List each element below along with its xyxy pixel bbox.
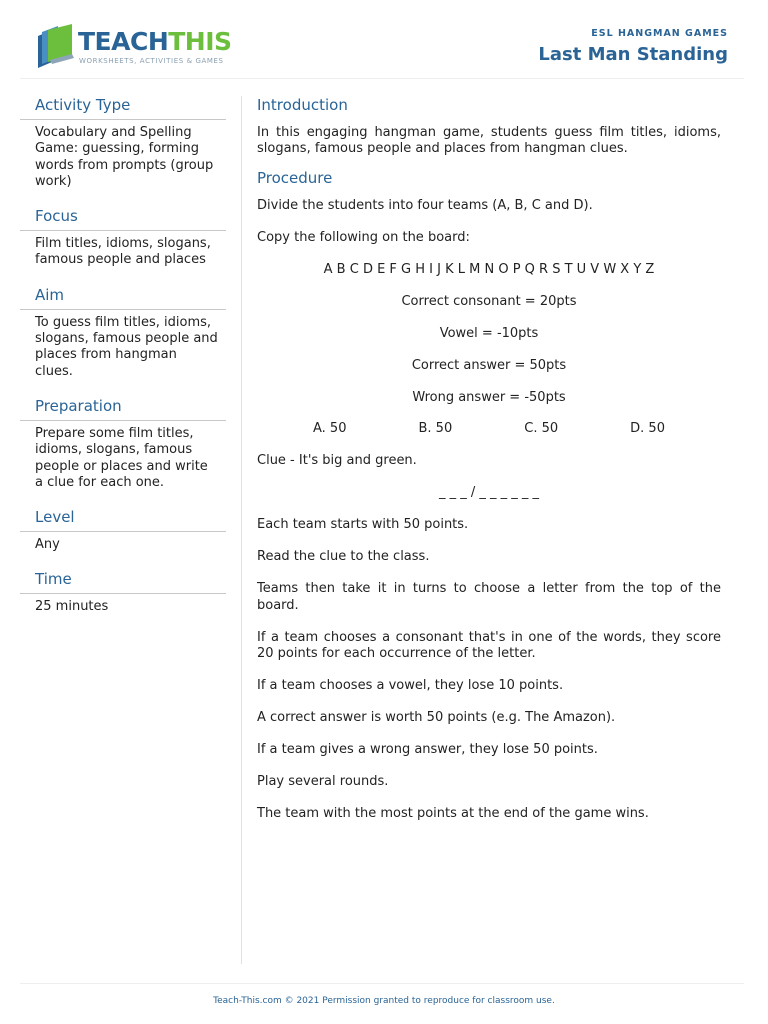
logo-teach-text: TEACH	[78, 27, 169, 56]
procedure-step: Divide the students into four teams (A, B, C and D).	[257, 197, 593, 213]
level-text: Any	[35, 537, 60, 553]
procedure-step: A correct answer is worth 50 points (e.g. The Amazon).	[257, 709, 616, 725]
focus-heading: Focus	[20, 207, 226, 231]
activity-type-section	[20, 96, 226, 190]
introduction-heading: Introduction	[257, 96, 348, 114]
procedure-step: Play several rounds.	[257, 773, 389, 789]
aim-text: To guess film titles, idioms, slogans, famous people and places from hangman clues.	[35, 314, 218, 379]
board-rule-correct: Correct answer = 50pts	[411, 357, 567, 373]
team-score-d: D. 50	[630, 421, 665, 437]
aim-heading: Aim	[20, 286, 226, 310]
procedure-step: If a team gives a wrong answer, they lose 50 points.	[257, 741, 598, 757]
team-scores	[257, 421, 721, 437]
preparation-heading: Preparation	[20, 397, 226, 421]
main-content	[257, 96, 721, 838]
team-score-b: B. 50	[418, 421, 453, 437]
page-title: Last Man Standing	[538, 44, 728, 65]
procedure-step: Teams then take it in turns to choose a letter from the top of the board.	[257, 581, 721, 613]
team-score-c: C. 50	[524, 421, 559, 437]
procedure-step: Each team starts with 50 points.	[257, 517, 469, 533]
footer-divider	[20, 983, 744, 984]
procedure-step: If a team chooses a vowel, they lose 10 points.	[257, 677, 564, 693]
level-heading: Level	[20, 508, 226, 532]
copyright-footer: Teach-This.com © 2021 Permission granted to reproduce for classroom use.	[213, 996, 555, 1006]
clue-text: Clue - It's big and green.	[257, 453, 417, 469]
introduction-text: In this engaging hangman game, students guess film titles, idioms, slogans, famous people and places from hangman clues.	[257, 125, 721, 157]
time-section	[20, 570, 226, 615]
board-alphabet: A B C D E F G H I J K L M N O P Q R S T U V W X Y Z	[323, 261, 655, 277]
logo-tagline: WORKSHEETS, ACTIVITIES & GAMES	[79, 57, 224, 65]
aim-section	[20, 286, 226, 380]
procedure-step: If a team chooses a consonant that's in one of the words, they score 20 points for each occurrence of the letter.	[257, 629, 721, 661]
time-heading: Time	[20, 570, 226, 594]
procedure-step: The team with the most points at the end of the game wins.	[257, 805, 649, 821]
team-score-a: A. 50	[313, 421, 347, 437]
board-rule-wrong: Wrong answer = -50pts	[412, 389, 566, 405]
page-header	[0, 0, 768, 80]
sidebar	[20, 96, 226, 633]
board-rule-vowel: Vowel = -10pts	[439, 325, 539, 341]
focus-text: Film titles, idioms, slogans, famous people and places	[35, 236, 211, 268]
column-divider	[241, 96, 242, 964]
board-rule-consonant: Correct consonant = 20pts	[401, 293, 577, 309]
header-divider	[20, 78, 744, 79]
preparation-section	[20, 397, 226, 491]
teach-this-logo	[36, 24, 236, 70]
book-icon	[36, 24, 76, 68]
activity-type-text: Vocabulary and Spelling Game: guessing, forming words from prompts (group work)	[35, 125, 214, 189]
activity-type-heading: Activity Type	[20, 96, 226, 120]
series-label: ESL HANGMAN GAMES	[591, 28, 728, 39]
procedure-step: Copy the following on the board:	[257, 229, 470, 245]
procedure-step: Read the clue to the class.	[257, 549, 430, 565]
level-section	[20, 508, 226, 553]
procedure-heading: Procedure	[257, 168, 333, 187]
hangman-blanks: _ _ _ / _ _ _ _ _ _	[438, 485, 540, 501]
logo-this-text: THIS	[168, 27, 232, 56]
focus-section	[20, 207, 226, 269]
preparation-text: Prepare some film titles, idioms, slogans, famous people or places and write a clue for each one.	[35, 425, 208, 490]
time-text: 25 minutes	[35, 599, 109, 615]
